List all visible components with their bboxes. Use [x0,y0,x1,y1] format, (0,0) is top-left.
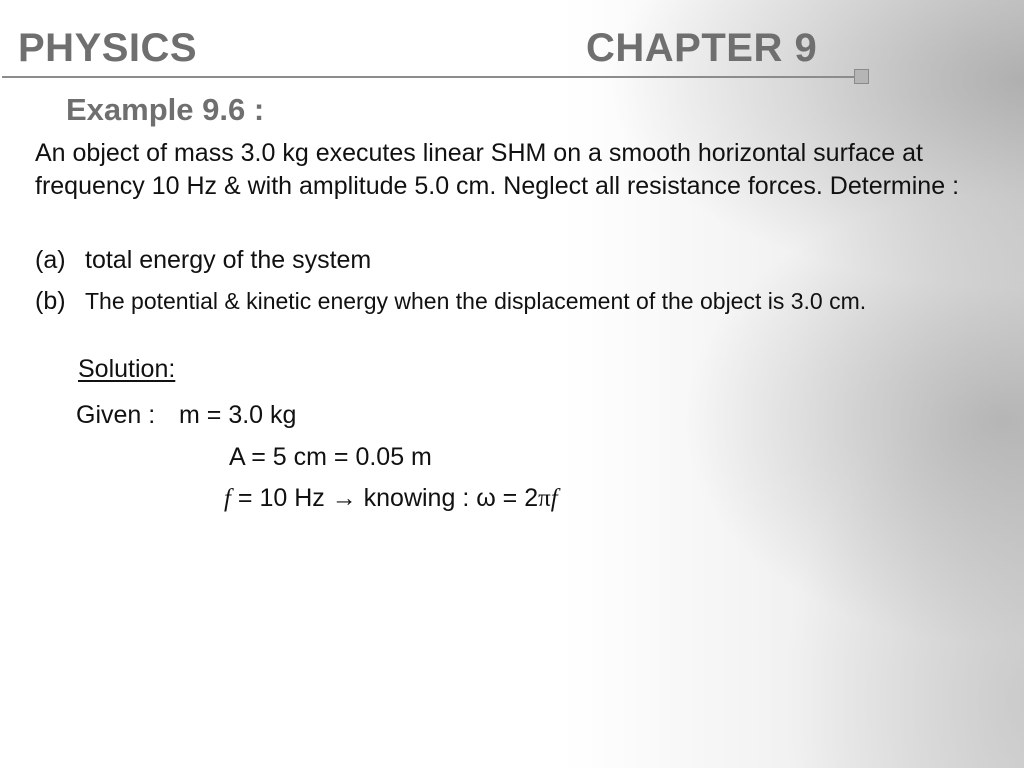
frequency-text: = 10 Hz → knowing : ω = 2 [230,484,539,512]
frequency-symbol-tail: f [550,485,558,512]
chapter-title: CHAPTER 9 [586,26,818,70]
pi-symbol: π [538,485,551,512]
question-text-a: total energy of the system [85,246,372,274]
question-label-a: (a) [35,246,66,274]
given-label: Given : [76,401,156,429]
frequency-symbol: f [224,485,231,512]
question-text-b: The potential & kinetic energy when the displacement of the object is 3.0 cm. [85,288,867,314]
divider-square-icon [854,69,869,84]
subject-title: PHYSICS [18,26,198,70]
question-item-a [35,246,371,275]
given-amplitude: A = 5 cm = 0.05 m [229,443,432,471]
given-mass: m = 3.0 kg [179,401,297,429]
header-divider [2,76,858,78]
given-frequency [224,484,558,513]
solution-heading: Solution: [78,355,176,383]
question-item-b [35,287,866,316]
example-title: Example 9.6 : [66,92,265,127]
problem-statement: An object of mass 3.0 kg executes linear SHM on a smooth horizontal surface at frequency 10 Hz & with amplitude 5.0 cm. Neglect all resistance forces. Determine : [35,139,960,200]
question-label-b: (b) [35,287,66,315]
